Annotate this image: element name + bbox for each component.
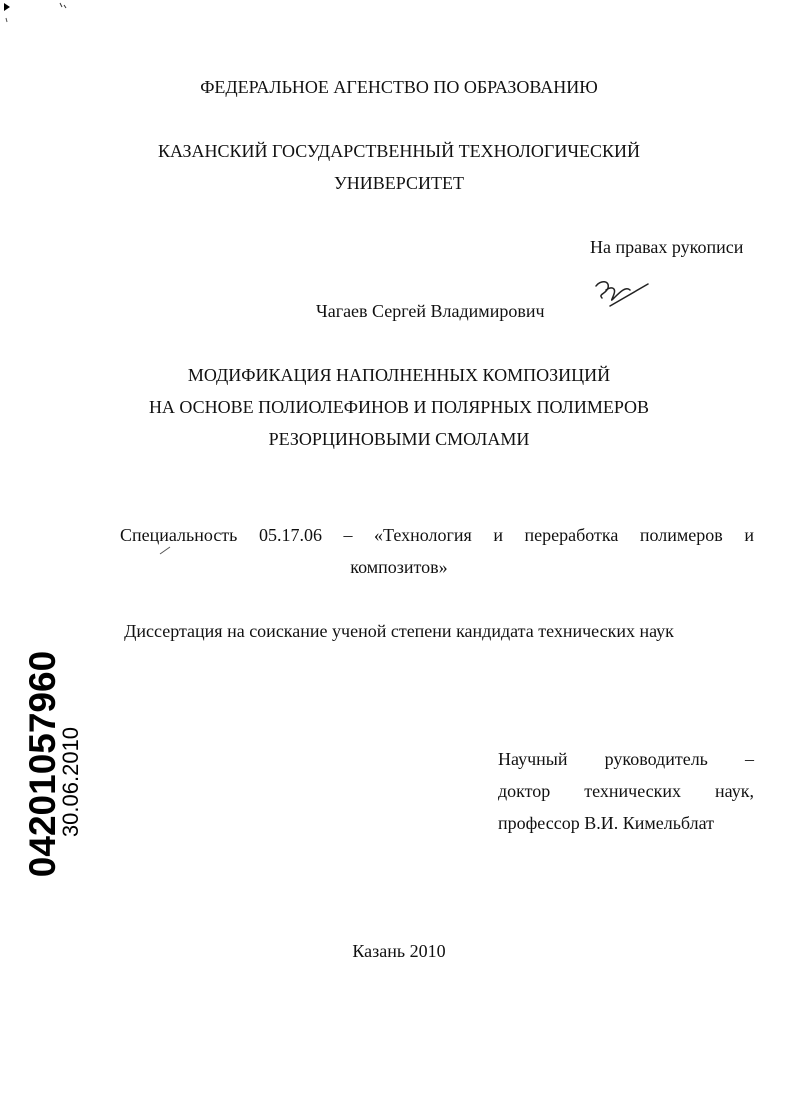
- supervisor-row1: [498, 748, 754, 770]
- supervisor-row3: профессор В.И. Кимельблат: [498, 813, 715, 833]
- university-name-line1: КАЗАНСКИЙ ГОСУДАРСТВЕННЫЙ ТЕХНОЛОГИЧЕСКИЙ: [157, 141, 641, 161]
- title-line2: НА ОСНОВЕ ПОЛИОЛЕФИНОВ И ПОЛЯРНЫХ ПОЛИМЕРОВ: [148, 397, 650, 417]
- author-name: Чагаев Сергей Владимирович: [316, 301, 545, 321]
- title-line1: МОДИФИКАЦИЯ НАПОЛНЕННЫХ КОМПОЗИЦИЙ: [187, 365, 611, 385]
- supervisor-row2: [498, 780, 754, 802]
- agency-heading: ФЕДЕРАЛЬНОЕ АГЕНСТВО ПО ОБРАЗОВАНИЮ: [200, 77, 598, 97]
- supervisor-word: Научный: [498, 749, 568, 769]
- supervisor-word: доктор: [498, 781, 551, 801]
- place-year: Казань 2010: [352, 941, 446, 961]
- supervisor-word: –: [744, 749, 754, 769]
- specialty-word: Специальность: [120, 525, 238, 545]
- signature-image: [590, 276, 652, 310]
- university-name-line2: УНИВЕРСИТЕТ: [334, 173, 464, 193]
- supervisor-word: наук,: [715, 781, 754, 801]
- library-stamp-number: 04201057960: [22, 650, 63, 878]
- specialty-word: 05.17.06: [258, 525, 322, 545]
- specialty-word: «Технология: [374, 525, 472, 545]
- specialty-word: и: [493, 525, 503, 545]
- specialty-word: полимеров: [639, 525, 723, 545]
- specialty-word: и: [744, 525, 754, 545]
- specialty-line1: [120, 524, 754, 546]
- supervisor-word: технических: [584, 781, 682, 801]
- title-line3: РЕЗОРЦИНОВЫМИ СМОЛАМИ: [268, 429, 530, 449]
- specialty-line2: композитов»: [350, 557, 448, 577]
- scan-corner-mark: [0, 0, 80, 24]
- dissertation-type: Диссертация на соискание ученой степени кандидата технических наук: [124, 621, 674, 641]
- specialty-word: переработка: [524, 525, 619, 545]
- specialty-word: –: [343, 525, 353, 545]
- pen-mark: [158, 544, 172, 556]
- rights-note: На правах рукописи: [590, 237, 744, 257]
- supervisor-word: руководитель: [604, 749, 708, 769]
- library-stamp-date: 30.06.2010: [58, 726, 83, 838]
